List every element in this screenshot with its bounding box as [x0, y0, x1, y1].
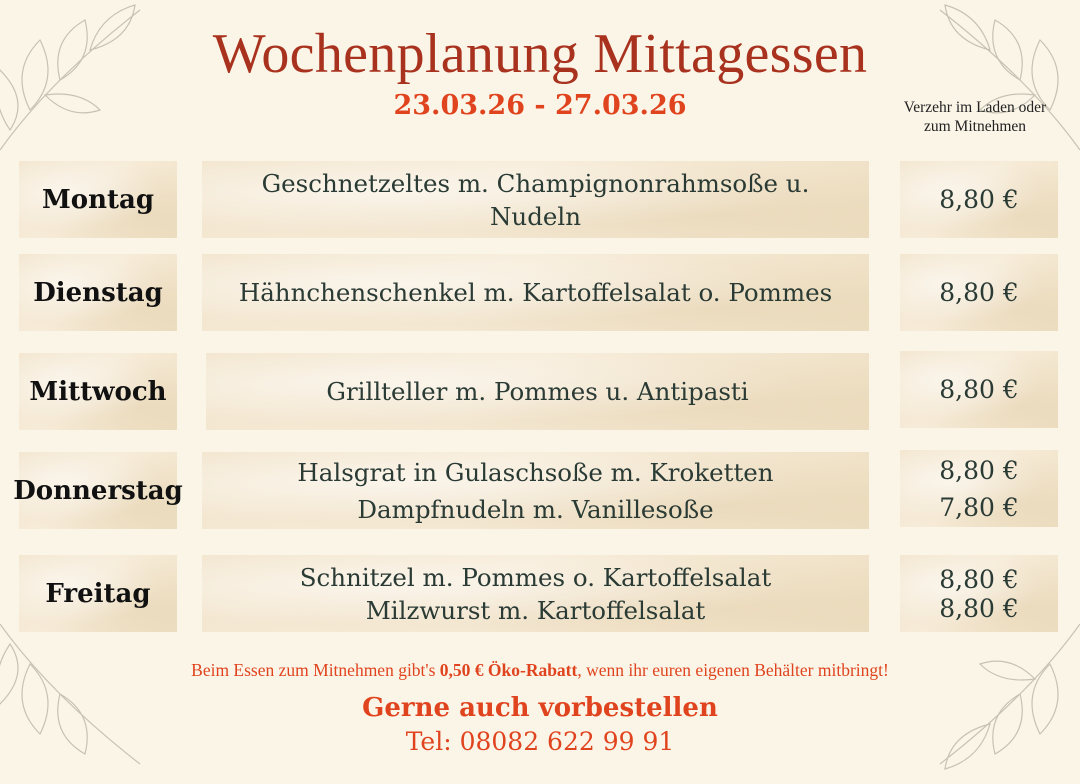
date-range: 23.03.26 - 27.03.26 [393, 90, 687, 121]
discount-highlight: 0,50 € Öko-Rabatt [439, 660, 578, 680]
price-text: 8,80 € [939, 455, 1019, 485]
dish-text: Dampfnudeln m. Vanillesoße [357, 494, 714, 524]
day-label: Montag [41, 184, 155, 215]
preorder-text: Gerne auch vorbestellen [362, 693, 718, 723]
dish-cell-montag [202, 161, 869, 238]
dish-text: Milzwurst m. Kartoffelsalat [365, 595, 706, 625]
dish-cell-freitag [202, 555, 869, 632]
dish-text: Schnitzel m. Pommes o. Kartoffelsalat [299, 562, 772, 592]
price-text: 8,80 € [939, 278, 1019, 307]
dish-text: Nudeln [489, 201, 581, 231]
day-cell-mittwoch [19, 353, 177, 430]
day-cell-montag [19, 161, 177, 238]
page-title: Wochenplanung Mittagessen [212, 23, 868, 85]
dish-text: Geschnetzeltes m. Champignonrahmsoße u. [261, 168, 810, 198]
price-cell-mittwoch [900, 351, 1058, 428]
price-text: 8,80 € [939, 185, 1019, 214]
day-cell-donnerstag [13, 452, 183, 529]
day-label: Freitag [45, 578, 151, 609]
price-text: 7,80 € [939, 492, 1019, 522]
phone-number: Tel: 08082 622 99 91 [405, 727, 675, 756]
dish-text: Grillteller m. Pommes u. Antipasti [326, 377, 749, 406]
day-label: Mittwoch [29, 376, 167, 407]
price-text: 8,80 € [939, 564, 1019, 594]
discount-note [0, 660, 1080, 681]
day-label: Donnerstag [13, 475, 183, 506]
dish-cell-mittwoch [206, 353, 869, 430]
price-cell-freitag [900, 555, 1058, 632]
dish-cell-dienstag [202, 254, 869, 331]
dish-text: Hähnchenschenkel m. Kartoffelsalat o. Pommes [238, 278, 833, 307]
price-cell-montag [900, 161, 1058, 238]
price-column-header: Verzehr im Laden oder zum Mitnehmen [903, 99, 1047, 135]
price-cell-donnerstag [900, 450, 1058, 527]
day-label: Dienstag [33, 277, 163, 308]
day-cell-freitag [19, 555, 177, 632]
note-text: , wenn ihr euren eigenen Behälter mitbringt! [577, 660, 889, 680]
day-cell-dienstag [19, 254, 177, 331]
price-text: 8,80 € [939, 593, 1019, 623]
dish-text: Halsgrat in Gulaschsoße m. Kroketten [297, 457, 774, 487]
dish-cell-donnerstag [202, 452, 869, 529]
price-text: 8,80 € [939, 375, 1019, 404]
note-text: Beim Essen zum Mitnehmen gibt's [191, 660, 440, 680]
price-cell-dienstag [900, 254, 1058, 331]
